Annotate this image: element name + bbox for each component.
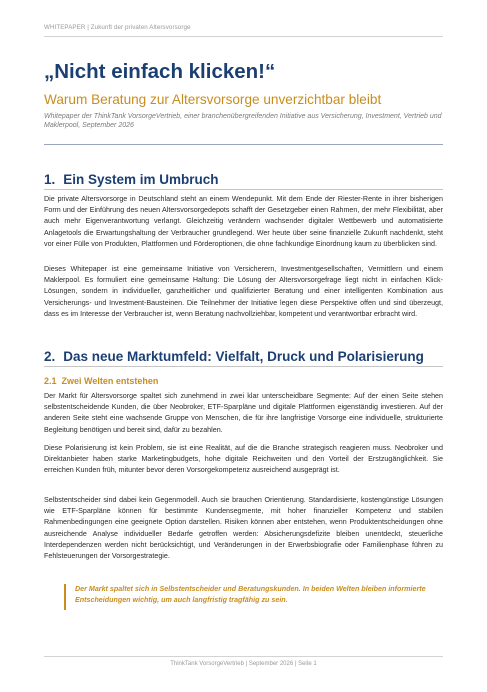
section-2-heading xyxy=(44,349,424,364)
section-2-paragraph-2: Diese Polarisierung ist kein Problem, sie ist eine Realität, auf die die Branche strategisch reagieren muss. Neobroker und Direktanbieter haben starke Marketingbudgets, hohe digitale Reichweiten und den Vorteil der Erstzugänglichkeit. Sie erreichen Kunden früh, mitunter bevor deren Vorsorgekompetenz ausreichend ausgeprägt ist. xyxy=(44,444,443,475)
section-1-title: Ein System im Umbruch xyxy=(63,172,219,187)
section-1-number: 1. xyxy=(44,172,56,187)
section-2-paragraph-1: Der Markt für Altersvorsorge spaltet sich zunehmend in zwei klar unterscheidbare Segmente: Auf der einen Seite stehen selbstentscheidende Kunden, die über Neobroker, ETF-Sparpläne und digitale Plattformen eigenständig investieren. Auf der anderen Seite steht eine wachsende Gruppe von Menschen, die für ihre langfristige Vorsorge eine individuelle, strukturierte Begleitung benötigen und bereit sind, dafür zu bezahlen. xyxy=(44,392,443,434)
section-2-number: 2. xyxy=(44,349,56,364)
subsection-2-1-title: Zwei Welten entstehen xyxy=(61,376,159,386)
section-1-divider xyxy=(44,189,443,190)
title-divider xyxy=(44,144,443,145)
running-header: WHITEPAPER | Zukunft der privaten Altersvorsorge xyxy=(44,24,191,31)
footer-divider xyxy=(44,656,443,657)
section-1-paragraph-2: Dieses Whitepaper ist eine gemeinsame Initiative von Versicherern, Investmentgesellschaften, Vermittlern und einem Maklerpool. Es formuliert eine gemeinsame Haltung: Die Lösung der Altersvorsorgefrage liegt nicht in einfachen Klick-Lösungen, sondern in individueller, ganzheitlicher und qualifizierter Beratung und einer intelligenten Kombination aus Versicherungs- und Investment-Bausteinen. Die Teilnehmer der Initiative legen diese Perspektive offen und sind überzeugt, dass es im Interesse der Verbraucher ist, wenn Beratung nachvollziehbar, kompetent und verantwortbar erbracht wird. xyxy=(44,265,443,318)
document-title: „Nicht einfach klicken!“ xyxy=(44,60,276,83)
callout-text: Der Markt spaltet sich in Selbstentscheider und Beratungskunden. In beiden Welten bleiben informierte Entscheidungen wichtig, um auch langfristig tragfähig zu sein. xyxy=(75,585,426,604)
section-2-paragraph-3: Selbstentscheider sind dabei kein Gegenmodell. Auch sie brauchen Orientierung. Standardisierte, kostengünstige Lösungen wie ETF-Sparpläne können für bestimmte Kundensegmente, mit hoher finanzieller Kompetenz und stabilen Rahmenbedingungen eine geeignete Option darstellen. Risiken können aber entstehen, wenn Produktentscheidungen ohne ausreichende Analyse individueller Bedarfe getroffen werden: Absicherungsdefizite bleiben unentdeckt, steuerliche Interdependenzen werden nicht berücksichtigt, und Veränderungen in der Erwerbsbiografie oder Familienphase führen zu Fehlsteuerungen der Vorsorgestrategie. xyxy=(44,496,443,561)
page-footer: ThinkTank VorsorgeVertrieb | September 2026 | Seite 1 xyxy=(170,661,317,667)
section-1-heading xyxy=(44,172,219,187)
document-byline: Whitepaper der ThinkTank VorsorgeVertrieb, einer branchenübergreifenden Initiative aus Versicherung, Investment, Vertrieb und Maklerpool, September 2026 xyxy=(44,113,442,130)
header-divider xyxy=(44,36,443,37)
key-takeaway-callout xyxy=(64,584,447,610)
section-2-title: Das neue Marktumfeld: Vielfalt, Druck und Polarisierung xyxy=(63,349,424,364)
section-1-paragraph-1: Die private Altersvorsorge in Deutschland steht an einem Wendepunkt. Mit dem Ende der Riester-Rente in ihrer bisherigen Form und der Einführung des neuen Altersvorsorgedepots schafft der Gesetzgeber einen Rahmen, der mehr Flexibilität, aber auch mehr Eigenverantwortung verlangt. Gleichzeitig verändern wachsender digitaler Wettbewerb und automatisierte Anlagetools die Erwartungshaltung der Verbraucher grundlegend. Wer heute über seine finanzielle Zukunft nachdenkt, steht vor einer Fülle von Produkten, Plattformen und Förderoptionen, die ohne fachkundige Einordnung kaum zu überblicken sind. xyxy=(44,195,443,248)
section-2-divider xyxy=(44,366,443,367)
subsection-2-1-heading xyxy=(44,376,158,386)
document-subtitle: Warum Beratung zur Altersvorsorge unverzichtbar bleibt xyxy=(44,92,382,107)
subsection-2-1-number: 2.1 xyxy=(44,376,57,386)
